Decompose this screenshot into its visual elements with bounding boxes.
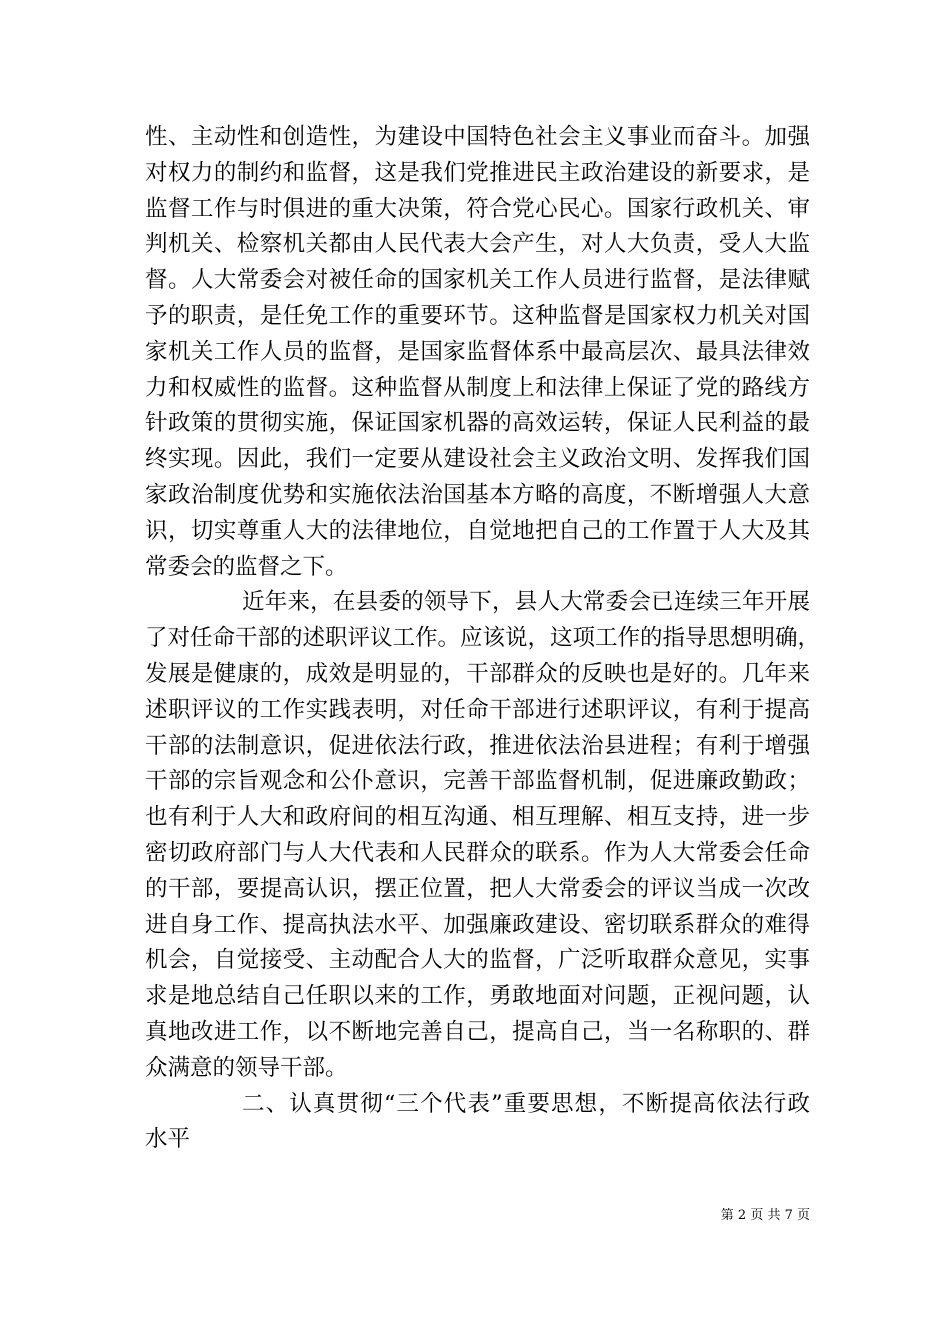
text-line: 求是地总结自己任职以来的工作，勇敢地面对问题，正视问题，认	[145, 983, 810, 1010]
paragraph-2	[145, 585, 821, 1086]
text-line: 干部的宗旨观念和公仆意识，完善干部监督机制，促进廉政勤政；	[145, 768, 810, 795]
text-line: 予的职责，是任免工作的重要环节。这种监督是国家权力机关对国	[145, 302, 810, 329]
paragraph-3-heading	[145, 1087, 810, 1159]
text-line: 常委会的监督之下。	[145, 553, 348, 580]
text-line: 密切政府部门与人大代表和人民群众的联系。作为人大常委会任命	[145, 839, 810, 866]
text-line: 水平	[145, 1126, 191, 1153]
text-line: 近年来，在县委的领导下，县人大常委会已连续三年开展	[242, 589, 810, 616]
text-line: 发展是健康的，成效是明显的，干部群众的反映也是好的。几年来	[145, 660, 810, 687]
text-line: 针政策的贯彻实施，保证国家机器的高效运转，保证人民利益的最	[145, 410, 810, 437]
text-line: 性、主动性和创造性，为建设中国特色社会主义事业而奋斗。加强	[145, 124, 810, 150]
text-line: 也有利于人大和政府间的相互沟通、相互理解、相互支持，进一步	[145, 804, 810, 831]
text-line: 监督工作与时俱进的重大决策，符合党心民心。国家行政机关、审	[145, 195, 810, 222]
text-line: 众满意的领导干部。	[145, 1054, 348, 1081]
text-line: 家机关工作人员的监督，是国家监督体系中最高层次、最具法律效	[145, 338, 810, 365]
text-line: 干部的法制意识，促进依法行政，推进依法治县进程；有利于增强	[145, 732, 810, 759]
text-line: 对权力的制约和监督，这是我们党推进民主政治建设的新要求，是	[145, 159, 810, 186]
page-number-footer: 第 2 页 共 7 页	[720, 1208, 810, 1223]
text-line: 述职评议的工作实践表明，对任命干部进行述职评议，有利于提高	[145, 696, 810, 723]
text-line: 了对任命干部的述职评议工作。应该说，这项工作的指导思想明确，	[145, 625, 821, 652]
body-text	[145, 120, 821, 1158]
text-line: 机会，自觉接受、主动配合人大的监督，广泛听取群众意见，实事	[145, 947, 810, 974]
text-line: 进自身工作、提高执法水平、加强廉政建设、密切联系群众的难得	[145, 911, 810, 938]
text-line: 终实现。因此，我们一定要从建设社会主义政治文明、发挥我们国	[145, 446, 810, 473]
text-line: 二、认真贯彻“三个代表”重要思想，不断提高依法行政	[242, 1090, 810, 1117]
text-line: 督。人大常委会对被任命的国家机关工作人员进行监督，是法律赋	[145, 267, 810, 294]
text-line: 识，切实尊重人大的法律地位，自觉地把自己的工作置于人大及其	[145, 517, 810, 544]
text-line: 力和权威性的监督。这种监督从制度上和法律上保证了党的路线方	[145, 374, 810, 401]
text-line: 家政治制度优势和实施依法治国基本方略的高度，不断增强人大意	[145, 481, 810, 508]
text-line: 真地改进工作，以不断地完善自己，提高自己，当一名称职的、群	[145, 1018, 810, 1045]
text-line: 的干部，要提高认识，摆正位置，把人大常委会的评议当成一次改	[145, 875, 810, 902]
text-line: 判机关、检察机关都由人民代表大会产生，对人大负责，受人大监	[145, 231, 810, 258]
paragraph-1	[145, 120, 810, 585]
